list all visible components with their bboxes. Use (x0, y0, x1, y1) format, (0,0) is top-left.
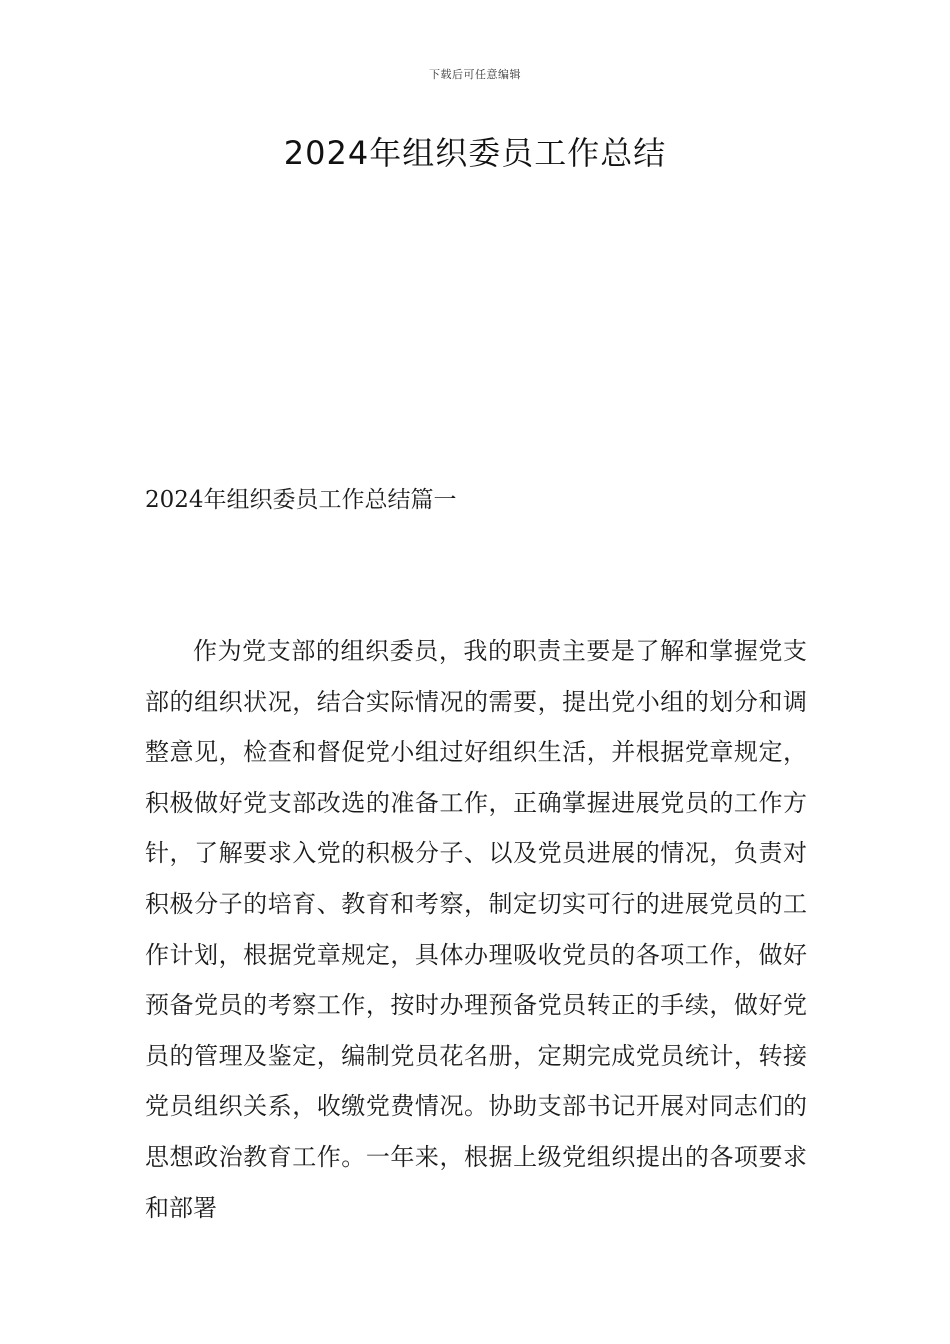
document-title: 2024年组织委员工作总结 (283, 134, 667, 172)
section-heading: 2024年组织委员工作总结篇一 (145, 487, 457, 513)
body-paragraph: 作为党支部的组织委员，我的职责主要是了解和掌握党支部的组织状况，结合实际情况的需要，提出党小组的划分和调整意见，检查和督促党小组过好组织生活，并根据党章规定，积极做好党支部改选的准备工作，正确掌握进展党员的工作方针，了解要求入党的积极分子、以及党员进展的情况，负责对积极分子的培育、教育和考察，制定切实可行的进展党员的工作计划，根据党章规定，具体办理吸收党员的各项工作，做好预备党员的考察工作，按时办理预备党员转正的手续，做好党员的管理及鉴定，编制党员花名册，定期完成党员统计，转接党员组织关系，收缴党费情况。协助支部书记开展对同志们的思想政治教育工作。一年来，根据上级党组织提出的各项要求和部署 (145, 637, 807, 1222)
header-note: 下载后可任意编辑 (429, 68, 521, 81)
